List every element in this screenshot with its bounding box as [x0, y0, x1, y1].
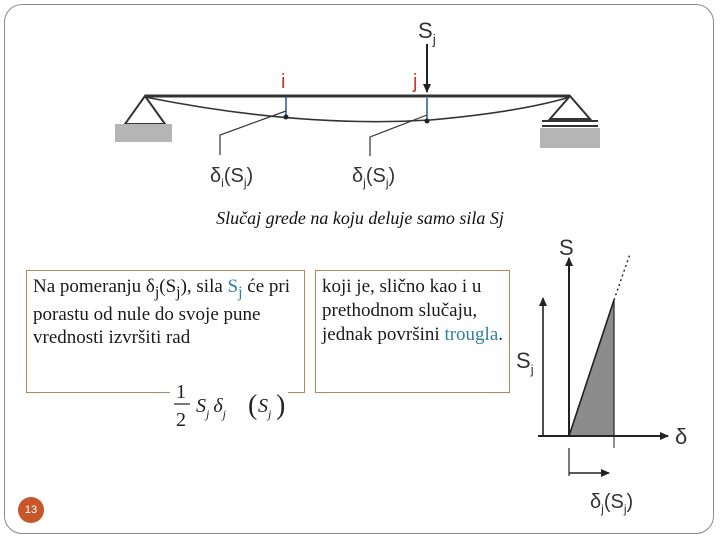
sj-label: $S_j$ — [516, 348, 534, 377]
beam — [145, 96, 570, 122]
right-support — [540, 96, 600, 148]
point-i-dot — [284, 115, 289, 120]
force-label: $S_j$ — [418, 18, 436, 47]
delta-i-label: $\delta_i(S_j)$ — [210, 165, 254, 190]
right-text-accent: trougla — [444, 323, 499, 345]
figure-caption: Slučaj grede na koju deluje samo sila Sj — [216, 208, 504, 228]
left-text-rest: će pri porastu od nule do svoje pune vrednosti izvršiti rad — [33, 276, 291, 349]
right-text-body: koji je, slično kao i u prethodnom slučaju, jednak površini — [322, 276, 482, 345]
formula-denominator: 2 — [176, 409, 186, 431]
left-text-line1: Na pomeranju $\delta_j(S_j)$, sila $S_j$ — [33, 276, 243, 301]
svg-text:Sj: $S_j$ — [258, 395, 272, 421]
svg-text:(: ( — [248, 390, 258, 421]
right-text-box: koji je, slično kao i u prethodnom slučaju, jednak površini trougla. — [315, 270, 510, 393]
leader-line-i — [220, 111, 286, 155]
left-support — [115, 96, 172, 142]
point-i-label: i — [281, 71, 286, 93]
point-j-dot — [425, 119, 430, 124]
svg-text:): ) — [276, 390, 286, 421]
y-axis-label: S — [559, 235, 574, 260]
formula-body: $S_j$ $\delta_j$ — [196, 395, 226, 421]
load-line-extension — [614, 254, 630, 300]
work-graph — [538, 254, 668, 476]
delta-j-graph-label: $\delta_j(S_j)$ — [590, 491, 634, 516]
x-axis-label: δ — [675, 424, 688, 449]
point-j-label: j — [413, 71, 418, 93]
delta-j-label: $\delta_j(S_j)$ — [352, 165, 396, 190]
slide-number-badge: 13 — [18, 497, 44, 523]
work-formula — [170, 374, 288, 436]
formula-numerator: 1 — [176, 381, 186, 403]
